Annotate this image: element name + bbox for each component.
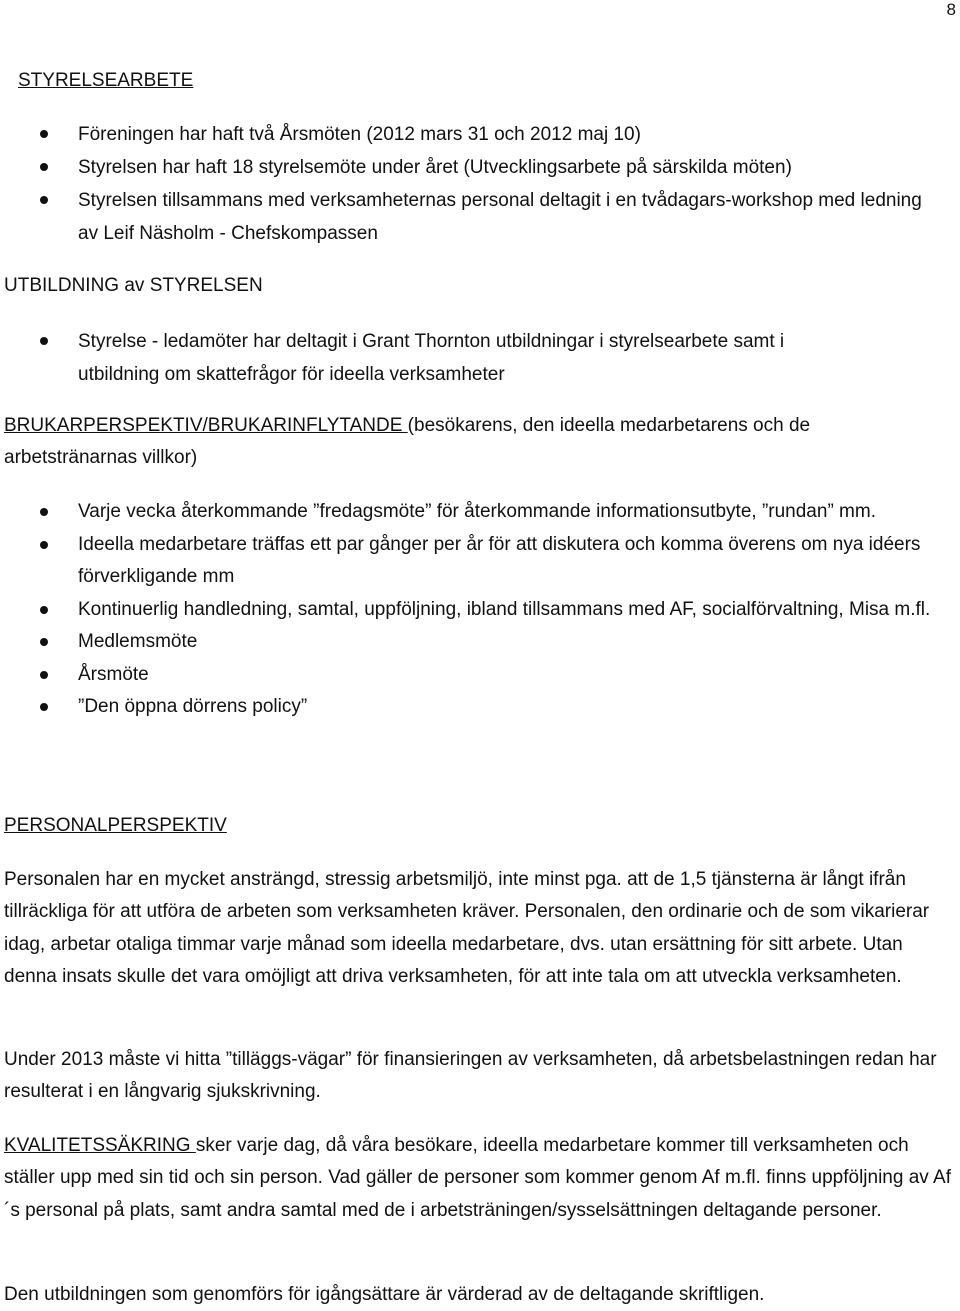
list-item — [0, 325, 960, 391]
list-item-text: Styrelsen har haft 18 styrelsemöte under året (Utvecklingsarbete på särskilda möten) — [78, 157, 792, 178]
list-item-text: Årsmöte — [78, 663, 149, 685]
bullet-list-utbildning — [0, 325, 960, 391]
bullet-icon — [40, 337, 48, 345]
paragraph-personal: Personalen har en mycket ansträngd, stressig arbetsmiljö, inte minst pga. att de 1,5 tjänsterna är långt ifrån tillräckliga för att utföra de arbeten som verksamheten kräver. Personalen, den ordinarie och de som vikarierar idag, arbetar otaliga timmar varje månad som ideella medarbetare, dvs. utan ersättning för sitt arbete. Utan denna insats skulle det vara omöjligt att driva verksamheten, för att inte tala om att utveckla verksamheten. — [4, 869, 930, 987]
section-heading-brukarperspektiv — [4, 410, 944, 474]
section-heading-styrelsearbete: STYRELSEARBETE — [18, 70, 194, 91]
list-item — [0, 626, 960, 659]
list-item-text: Medlemsmöte — [78, 631, 198, 652]
list-item — [0, 659, 960, 692]
heading-underlined: BRUKARPERSPEKTIV/BRUKARINFLYTANDE — [4, 415, 408, 436]
bullet-icon — [40, 671, 48, 679]
paragraph-text: sker varje dag, då våra besökare, ideella medarbetare kommer till verksamheten och ställer upp med sin tid och sin person. Vad gäller de personer som kommer genom Af m.fl. finns uppföljning av Af´s personal på plats, samt andra samtal med de i arbetsträningen/sysselsättningen deltagande personer. — [4, 1135, 951, 1221]
paragraph-kvalitetssakring — [4, 1130, 954, 1227]
bullet-icon — [40, 196, 48, 204]
list-item — [0, 496, 960, 529]
bullet-icon — [40, 508, 48, 516]
page-number: 8 — [946, 0, 956, 19]
paragraph-closing: Den utbildningen som genomförs för igångsättare är värderad av de deltagande skriftligen. — [4, 1284, 765, 1305]
bullet-icon — [40, 541, 48, 549]
heading-kvalitetssakring: KVALITETSSÄKRING — [4, 1135, 196, 1156]
bullet-icon — [40, 606, 48, 614]
bullet-icon — [40, 130, 48, 138]
list-item — [0, 151, 960, 184]
list-item — [0, 529, 960, 594]
bullet-list-styrelsearbete — [0, 118, 960, 250]
paragraph-finansiering: Under 2013 måste vi hitta ”tilläggs-vägar” för finansieringen av verksamheten, då arbetsbelastningen redan har resulterat i en långvarig sjukskrivning. — [4, 1049, 937, 1103]
section-heading-personalperspektiv: PERSONALPERSPEKTIV — [4, 815, 227, 836]
bullet-icon — [40, 703, 48, 711]
list-item-text: Styrelse - ledamöter har deltagit i Grant Thornton utbildningar i styrelsearbete samt i utbildning om skattefrågor för ideella verksamheter — [78, 331, 785, 385]
list-item-text: Föreningen har haft två Årsmöten (2012 mars 31 och 2012 maj 10) — [78, 124, 641, 145]
list-item — [0, 118, 960, 151]
list-item-text: Kontinuerlig handledning, samtal, uppföljning, ibland tillsammans med AF, socialförvaltning, Misa m.fl. — [78, 598, 931, 620]
bullet-icon — [40, 163, 48, 171]
list-item — [0, 594, 960, 627]
list-item-text: ”Den öppna dörrens policy” — [78, 696, 308, 717]
list-item — [0, 184, 960, 250]
bullet-list-brukarperspektiv — [0, 496, 960, 724]
heading-rest: (besökarens, den ideella medarbetarens och de arbetstränarnas villkor) — [4, 415, 811, 468]
section-heading-utbildning: UTBILDNING av STYRELSEN — [4, 275, 263, 296]
list-item — [0, 691, 960, 724]
list-item-text: Styrelsen tillsammans med verksamheternas personal deltagit i en tvådagars-workshop med ledning av Leif Näsholm - Chefskompassen — [78, 190, 922, 244]
list-item-text: Ideella medarbetare träffas ett par gånger per år för att diskutera och komma överens om nya idéers förverkligande mm — [78, 533, 921, 587]
list-item-text: Varje vecka återkommande ”fredagsmöte” för återkommande informationsutbyte, ”rundan” mm. — [78, 501, 876, 522]
bullet-icon — [40, 638, 48, 646]
